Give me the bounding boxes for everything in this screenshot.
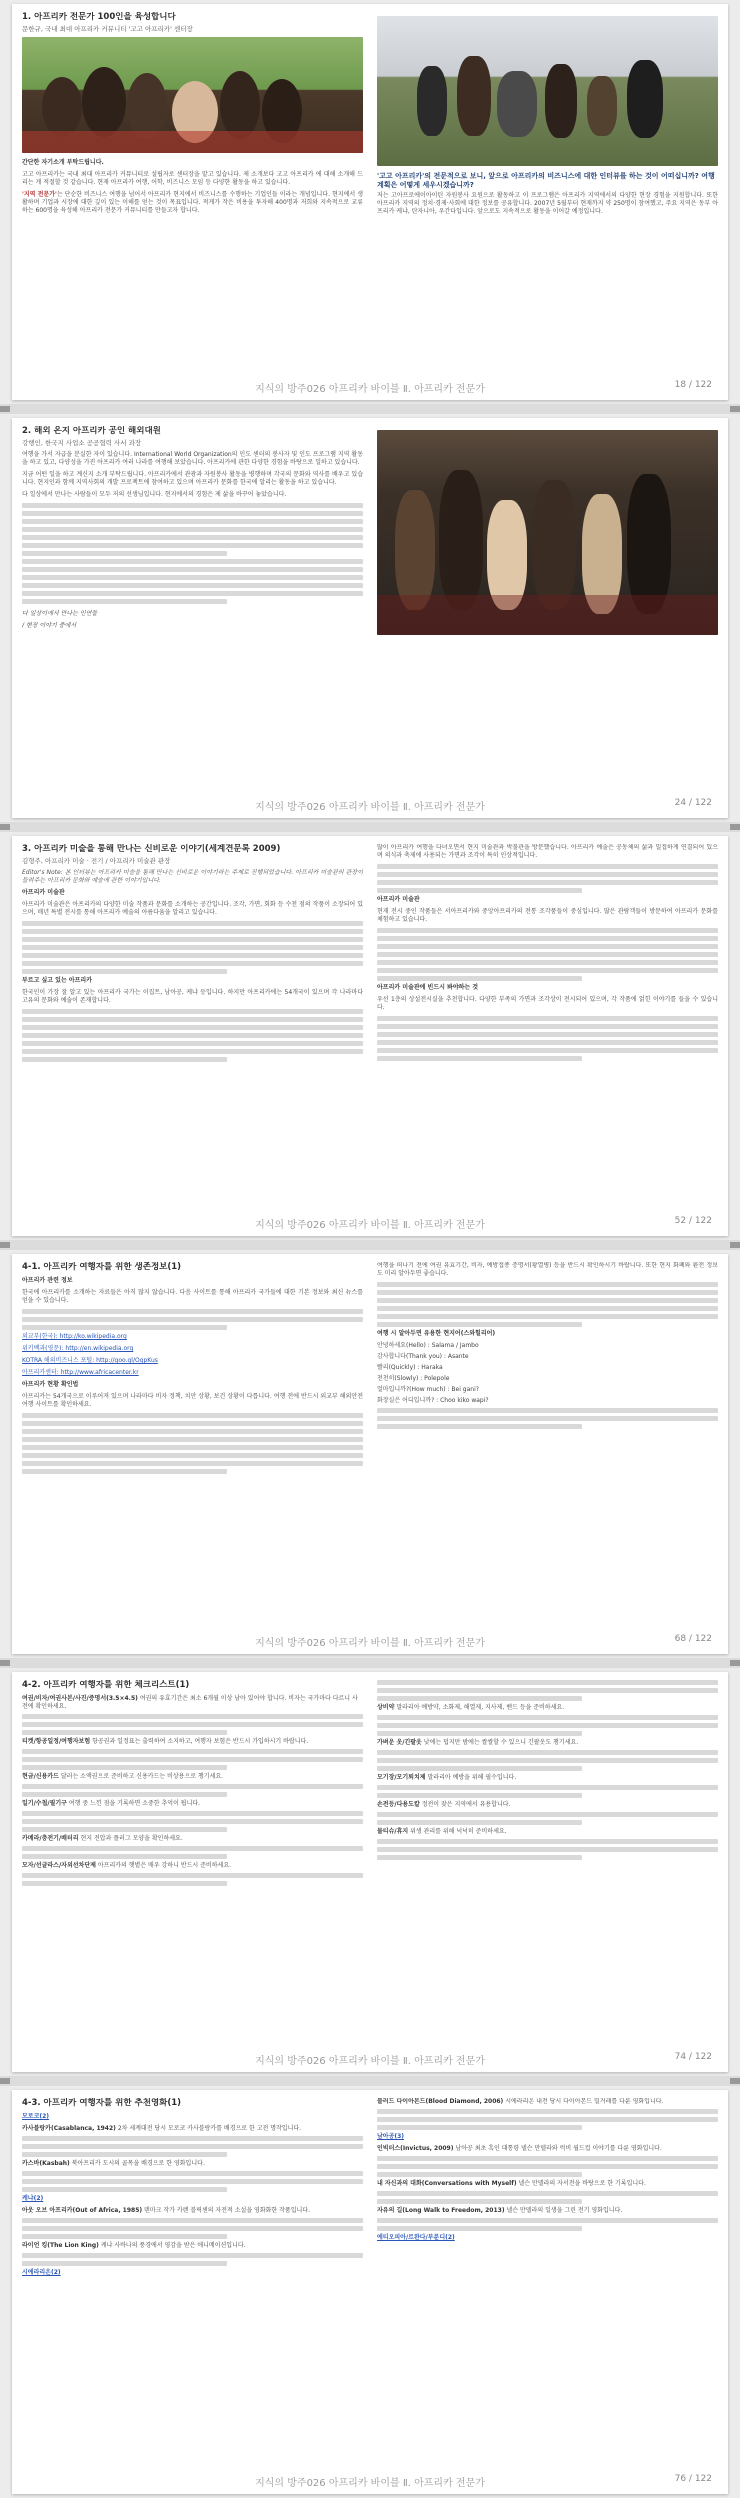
page-footer — [12, 1634, 728, 1648]
phrase-item: 안녕하세요(Hello) : Salama / Jambo — [377, 1342, 479, 1349]
paragraph: 아프리카는 54개국으로 이루어져 있으며 나라마다 비자 정책, 치안 상황, 보건 상황이 다릅니다. 여행 전에 반드시 외교부 해외안전여행 사이트를 확인하세요. — [22, 1393, 363, 1408]
paragraph: 아프리카 미술관은 아프리카의 다양한 미술 작품과 문화를 소개하는 공간입니다. 조각, 가면, 회화 등 수천 점의 작품이 소장되어 있으며, 매년 특별 전시를 통해 아프리카 예술의 아름다움을 알리고 있습니다. — [22, 901, 363, 916]
movie-item: 내 자신과의 대화(Conversations with Myself) 넬슨 만델라의 자서전을 바탕으로 한 기록입니다. — [377, 2180, 646, 2187]
country-section: 모로코(2) — [22, 2113, 50, 2120]
section-title: 아프리카 관련 정보 — [22, 1277, 73, 1284]
phrase-item: 빨리(Quickly) : Haraka — [377, 1364, 443, 1371]
page-68-left-column — [22, 1262, 363, 1630]
footer-title: 지식의 방주026 아프리카 바이블 Ⅱ. 아프리카 전문가 — [255, 384, 485, 395]
page-heading: 4-2. 아프리카 여행자를 위한 체크리스트(1) — [22, 1680, 190, 1690]
page-number: 52 / 122 — [674, 1216, 712, 1226]
expert-description: 는 단순한 비즈니스 여행을 넘어서 아프리카 현지에서 비즈니스를 수행하는 기업인들 이라는 개념입니다. 현지에서 생활하며 기업과 시장에 대한 깊이 있는 이해를 얻는 것이 목표입니다. 적게가 작은 비용을 투자해 400명과 저희와 지속적으로 교류하는 600명을 육성해 아프리카 전문가 커뮤니티를 만들고자 합니다. — [22, 191, 363, 214]
checklist-item: 가벼운 옷/긴팔옷 낮에는 덥지만 밤에는 쌀쌀할 수 있으니 긴팔옷도 챙기세요. — [377, 1739, 579, 1746]
page-heading: 3. 아프리카 미술을 통해 만나는 신비로운 이야기(세계견문록 2009) — [22, 844, 281, 854]
page-24-left-column — [22, 426, 363, 794]
page-18-right-column — [377, 12, 718, 376]
checklist-item: 카메라/충전기/배터리 현지 전압과 플러그 모양을 확인하세요. — [22, 1835, 183, 1842]
photo-caption-question: '고고 아프리카'의 전문적으로 보니, 앞으로 아프리카의 비즈니스에 대한 인터뷰를 하는 것이 어떠십니까? 여행 계획은 어떻게 세우시겠습니까? — [377, 172, 715, 189]
page-separator — [0, 2076, 740, 2086]
page-heading: 2. 해외 온지 아프리카 공인 해외대원 — [22, 426, 161, 436]
country-section: 케냐(2) — [22, 2195, 44, 2202]
movie-item: 카스바(Kasbah) 북아프리카 도시의 골목을 배경으로 한 영화입니다. — [22, 2160, 205, 2167]
page-number: 24 / 122 — [674, 798, 712, 808]
quote-source: / 현장 이야기 중에서 — [22, 622, 77, 629]
page-heading: 4-1. 아프리카 여행자를 위한 생존정보(1) — [22, 1262, 182, 1272]
paragraph: 다 일상에서 만나는 사람들이 모두 저의 선생님입니다. 현지에서의 경험은 제 삶을 바꾸어 놓았습니다. — [22, 491, 287, 498]
phrase-item: 화장실은 어디입니까? : Choo kiko wapi? — [377, 1397, 489, 1404]
page-number: 74 / 122 — [674, 2052, 712, 2062]
section-title: 여행 시 알아두면 유용한 현지어(스와힐리어) — [377, 1330, 496, 1337]
expert-term: '지역 전문가' — [22, 191, 57, 198]
paragraph: 한국인이 가장 잘 알고 있는 아프리카 국가는 이집트, 남아공, 케냐 등입니다. 하지만 아프리카에는 54개국이 있으며 각 나라마다 고유의 문화와 예술이 존재합니다. — [22, 989, 363, 1004]
page-76 — [12, 2090, 728, 2494]
country-section: 남아공(3) — [377, 2133, 405, 2140]
page-number: 76 / 122 — [674, 2474, 712, 2484]
reference-link[interactable]: 아프리카센터: http://www.africacenter.kr — [22, 1369, 139, 1376]
paragraph: 지금 어떤 일을 하고 계신지 소개 부탁드립니다. 아프리카에서 관광과 자원봉사 활동을 병행하며 각국의 문화와 역사를 배우고 있습니다. 현지인과 함께 지역사회의 개발 프로젝트에 참여하고 있으며 아프리카 문화를 한국에 알리는 활동을 하고 있습니다. — [22, 471, 363, 486]
paragraph: 현재 전시 중인 작품들은 서아프리카와 중앙아프리카의 전통 조각품들이 중심입니다. 많은 관람객들이 방문하여 아프리카 문화를 체험하고 있습니다. — [377, 908, 718, 923]
page-68-right-column — [377, 1262, 718, 1630]
page-76-left-column — [22, 2098, 363, 2470]
page-24-right-column — [377, 426, 718, 794]
page-52 — [12, 836, 728, 1236]
editor-note: Editor's Note: 본 인터뷰는 아프리카 미술을 통해 만나는 신비로운 이야기라는 주제로 진행되었습니다. 아프리카 미술관의 관장이 들려주는 아프리카 문화와 예술에 관한 이야기입니다. — [22, 869, 363, 884]
checklist-item: 현금/신용카드 달러는 소액권으로 준비하고 신용카드는 비상용으로 챙기세요. — [22, 1773, 224, 1780]
page-76-right-column — [377, 2098, 718, 2470]
movie-item: 카사블랑카(Casablanca, 1942) 2차 세계대전 당시 모로코 카사블랑카를 배경으로 한 고전 명작입니다. — [22, 2125, 302, 2132]
paragraph: 여행을 떠나기 전에 여권 유효기간, 비자, 예방접종 증명서(황열병) 등을 반드시 확인하시기 바랍니다. 또한 현지 화폐와 환전 정보도 미리 알아두면 좋습니다. — [377, 1262, 718, 1277]
paragraph: 한국에 아프리카를 소개하는 자료들은 아직 많지 않습니다. 다음 사이트를 통해 아프리카 국가들에 대한 기본 정보와 최신 뉴스를 얻을 수 있습니다. — [22, 1289, 363, 1304]
phrase-item: 천천히(Slowly) : Polepole — [377, 1375, 450, 1382]
country-section: 시에라리온(2) — [22, 2269, 61, 2276]
page-52-right-column — [377, 844, 718, 1212]
photo-children-group — [22, 37, 363, 153]
page-footer — [12, 2052, 728, 2066]
reference-link[interactable]: 외교부(한국): http://ko.wikipedia.org — [22, 1333, 127, 1340]
page-footer — [12, 380, 728, 394]
page-subheading: 김형주, 아프리카 미술 · 전기 / 아프리카 미술관 관장 — [22, 857, 171, 865]
footer-title: 지식의 방주026 아프리카 바이블 Ⅱ. 아프리카 전문가 — [255, 1220, 485, 1231]
section-title: 아프리카 미술관 — [377, 896, 420, 903]
checklist-item: 모기장/모기퇴치제 말라리아 예방을 위해 필수입니다. — [377, 1774, 517, 1781]
checklist-item: 상비약 말라리아 예방약, 소화제, 해열제, 지사제, 밴드 등을 준비하세요. — [377, 1704, 565, 1711]
page-24 — [12, 418, 728, 818]
section-title: 아프리카 미술관 — [22, 889, 65, 896]
country-section: 에티오피아/르완다/부룬디(2) — [377, 2234, 455, 2241]
footer-title: 지식의 방주026 아프리카 바이블 Ⅱ. 아프리카 전문가 — [255, 802, 485, 813]
section-title: 아프리카 미술관에 빈드시 봐야하는 것 — [377, 984, 479, 991]
page-68 — [12, 1254, 728, 1654]
checklist-item: 여권/비자/여권사본/사진/증명서(3.5×4.5) 여권의 유효기간은 최소 6개월 이상 남아 있어야 합니다. 비자는 국가마다 다르니 사전에 확인하세요. — [22, 1695, 358, 1710]
page-74-right-column — [377, 1680, 718, 2048]
page-52-left-column — [22, 844, 363, 1212]
checklist-item: 티켓/항공일정/여행자보험 항공권과 일정표는 출력하여 소지하고, 여행자 보험은 반드시 가입하시기 바랍니다. — [22, 1738, 309, 1745]
page-separator — [0, 1240, 740, 1250]
page-separator — [0, 1658, 740, 1668]
phrase-item: 얼마입니까?(How much) : Bei gani? — [377, 1386, 479, 1393]
page-number: 18 / 122 — [674, 380, 712, 390]
page-number: 68 / 122 — [674, 1634, 712, 1644]
footer-title: 지식의 방주026 아프리카 바이블 Ⅱ. 아프리카 전문가 — [255, 1638, 485, 1649]
section-title: 아프리카 현황 확인법 — [22, 1381, 79, 1388]
movie-item: 라이언 킹(The Lion King) 케냐 사바나의 풍경에서 영감을 받은 애니메이션입니다. — [22, 2242, 246, 2249]
movie-item: 아웃 오브 아프리카(Out of Africa, 1985) 덴마크 작가 카렌 블릭센의 자전적 소설을 영화화한 작품입니다. — [22, 2207, 311, 2214]
section-title: 부르고 싶고 있는 아프리카 — [22, 977, 93, 984]
reference-link[interactable]: 위키백과(영문): http://en.wikipedia.org — [22, 1345, 134, 1352]
photo-outdoor-group — [377, 16, 718, 166]
phrase-item: 감사합니다(Thank you) : Asante — [377, 1353, 469, 1360]
movie-item: 블러드 다이아몬드(Blood Diamond, 2006) 시에라리온 내전 당시 다이아몬드 밀거래를 다룬 영화입니다. — [377, 2098, 664, 2105]
paragraph: 여행을 가서 자급을 분실한 자이 있습니다. International World Organization의 인도 센터의 봉사자 및 인도 프로그램 지역 활동을 하고 있고, 다양성을 가진 아프리카 여러 나라를 여행해 보았습니다. 아프리카에 관한 다양한 경험을 바탕으로 일하고 있습니다. — [22, 451, 363, 466]
footer-title: 지식의 방주026 아프리카 바이블 Ⅱ. 아프리카 전문가 — [255, 2478, 485, 2489]
reference-link[interactable]: KOTRA 해외비즈니스 포털: http://goo.gl/OgpKus — [22, 1357, 158, 1364]
movie-item: 인빅터스(Invictus, 2009) 남아공 최초 흑인 대통령 넬슨 만델라와 럭비 월드컵 이야기를 다룬 영화입니다. — [377, 2145, 662, 2152]
movie-item: 자유의 길(Long Walk to Freedom, 2013) 넬슨 만델라의 일생을 그린 전기 영화입니다. — [377, 2207, 623, 2214]
paragraph: 많이 아프리카 여행을 다녀오면서 현지 미술관과 박물관을 방문했습니다. 아프리카 예술은 공동체의 삶과 밀접하게 연결되어 있으며 의식과 축제에 사용되는 가면과 조각이 특히 인상적입니다. — [377, 844, 718, 859]
page-subheading: 강행인, 한국지 사업소 공공협력 사서 과장 — [22, 439, 142, 447]
page-footer — [12, 798, 728, 812]
checklist-item: 일기/수첩/필기구 여행 중 느낀 점을 기록하면 소중한 추억이 됩니다. — [22, 1800, 201, 1807]
quote-note: 다 일상이에서 만나는 인연들 — [22, 610, 98, 617]
page-18-left-column — [22, 12, 363, 376]
page-18 — [12, 4, 728, 400]
page-heading: 4-3. 아프리카 여행자를 위한 추천영화(1) — [22, 2098, 182, 2108]
checklist-item: 손전등/다용도칼 정전이 잦은 지역에서 유용합니다. — [377, 1801, 511, 1808]
page-74 — [12, 1672, 728, 2072]
page-separator — [0, 404, 740, 414]
checklist-item: 물티슈/휴지 위생 관리를 위해 넉넉히 준비하세요. — [377, 1828, 507, 1835]
page-74-left-column — [22, 1680, 363, 2048]
page-footer — [12, 2474, 728, 2488]
photo-people-gathering — [377, 430, 718, 635]
page-subheading: 문한규, 국내 최대 아프리카 커뮤니티 '고고 아프리카' 센터장 — [22, 25, 193, 33]
page-separator — [0, 822, 740, 832]
page-heading: 1. 아프리카 전문가 100인을 육성합니다 — [22, 12, 176, 22]
intro-answer: 고고 아프리카는 국내 최대 아프리카 커뮤니티로 설립자로 센터장을 맡고 있습니다. 제 소개보다 고고 아프리카 에 대해 소개해 드리는 게 적절할 것 같습니다. 현재 아프리카 여행, 어학, 비즈니스 모임 등 다양한 활동을 하고 있습니다. — [22, 171, 363, 186]
footer-title: 지식의 방주026 아프리카 바이블 Ⅱ. 아프리카 전문가 — [255, 2056, 485, 2067]
paragraph: 우선 1층의 상설전시실을 추천합니다. 다양한 부족의 가면과 조각상이 전시되어 있으며, 각 작품에 얽힌 이야기를 들을 수 있습니다. — [377, 996, 718, 1011]
checklist-item: 모자/선글라스/자외선차단제 아프리카의 햇볕은 매우 강하니 반드시 준비하세요. — [22, 1862, 232, 1869]
page-footer — [12, 1216, 728, 1230]
intro-question: 간단한 자기소개 부탁드립니다. — [22, 159, 104, 166]
photo-caption-answer: 저는 고아프로에이아이틴 자원봉사 요원으로 활동하고 이 프로그램은 아프리카 지역에서의 다양한 현장 경험을 지원합니다. 또한 아프리카 지역의 정치·경제·사회에 대한 정보를 공유합니다. 2007년 5월부터 현재까지 약 250명이 참여했고, 주요 지역은 동부 아프리카 케냐, 탄자니아, 우간다입니다. 앞으로도 지속적으로 활동을 이어갈 예정입니다. — [377, 192, 718, 215]
